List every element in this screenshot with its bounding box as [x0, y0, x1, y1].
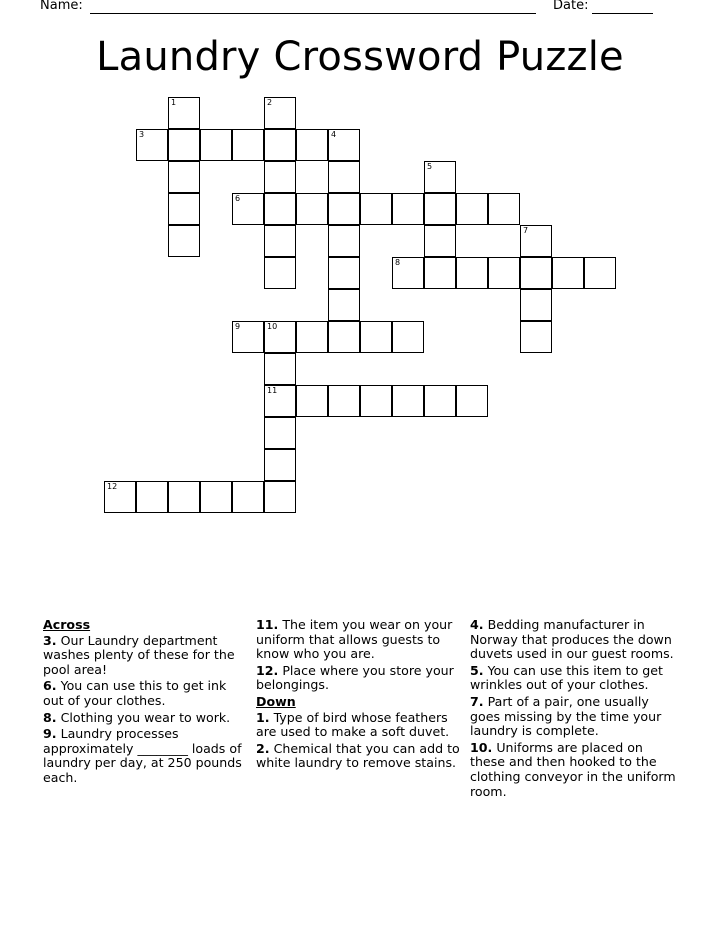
clue-number-label: 12	[107, 482, 118, 491]
clue-number-label: 8	[395, 258, 401, 267]
clue-number-label: 9	[235, 322, 241, 331]
grid-cell[interactable]	[104, 481, 136, 513]
grid-cell[interactable]	[168, 193, 200, 225]
grid-cell[interactable]	[200, 129, 232, 161]
grid-cell[interactable]	[392, 193, 424, 225]
grid-cell[interactable]	[136, 129, 168, 161]
grid-cell[interactable]	[488, 193, 520, 225]
grid-cell[interactable]	[264, 385, 296, 417]
across-heading: Across	[43, 617, 91, 632]
grid-cell[interactable]	[360, 193, 392, 225]
grid-cell[interactable]	[264, 353, 296, 385]
clue-down-10: 10. Uniforms are placed on these and then hooked to the clothing conveyor in the uniform room.	[470, 739, 676, 799]
grid-cell[interactable]	[424, 385, 456, 417]
grid-cell[interactable]	[328, 161, 360, 193]
date-label: Date:	[553, 0, 589, 13]
grid-cell[interactable]	[264, 97, 296, 129]
clue-down-4: 4. Bedding manufacturer in Norway that produces the down duvets used in our guest rooms.	[470, 617, 674, 662]
grid-cell[interactable]	[392, 321, 424, 353]
grid-cell[interactable]	[552, 257, 584, 289]
grid-cell[interactable]	[520, 225, 552, 257]
grid-cell[interactable]	[328, 193, 360, 225]
grid-cell[interactable]	[424, 225, 456, 257]
grid-cell[interactable]	[392, 257, 424, 289]
page-title: Laundry Crossword Puzzle	[96, 34, 624, 80]
grid-cell[interactable]	[520, 257, 552, 289]
grid-cell[interactable]	[296, 385, 328, 417]
grid-cell[interactable]	[264, 481, 296, 513]
clue-number-label: 4	[331, 130, 337, 139]
grid-cell[interactable]	[200, 481, 232, 513]
grid-cell[interactable]	[488, 257, 520, 289]
clue-down-1: 1. Type of bird whose feathers are used to make a soft duvet.	[256, 709, 450, 740]
grid-cell[interactable]	[264, 449, 296, 481]
grid-cell[interactable]	[264, 129, 296, 161]
clue-number-label: 7	[523, 226, 529, 235]
clue-across-6: 6. You can use this to get ink out of your clothes.	[43, 678, 227, 708]
grid-cell[interactable]	[456, 385, 488, 417]
clues-column-2	[256, 618, 462, 773]
grid-cell[interactable]	[328, 289, 360, 321]
grid-cell[interactable]	[520, 321, 552, 353]
clue-down-5: 5. You can use this item to get wrinkles out of your clothes.	[470, 662, 663, 693]
grid-cell[interactable]	[328, 321, 360, 353]
grid-cell[interactable]	[520, 289, 552, 321]
grid-cell[interactable]	[296, 321, 328, 353]
clue-across-9: 9. Laundry processes approximately ________ loads of laundry per day, at 250 pounds each.	[43, 726, 242, 785]
grid-cell[interactable]	[456, 257, 488, 289]
grid-cell[interactable]	[168, 481, 200, 513]
grid-cell[interactable]	[584, 257, 616, 289]
grid-cell[interactable]	[264, 321, 296, 353]
grid-cell[interactable]	[232, 481, 264, 513]
grid-cell[interactable]	[424, 193, 456, 225]
grid-cell[interactable]	[296, 193, 328, 225]
grid-cell[interactable]	[264, 161, 296, 193]
grid-cell[interactable]	[424, 257, 456, 289]
name-label: Name:	[40, 0, 83, 13]
clue-number-label: 5	[427, 162, 433, 171]
clues-column-1	[43, 618, 248, 788]
grid-cell[interactable]	[360, 321, 392, 353]
clue-down-7: 7. Part of a pair, one usually goes missing by the time your laundry is complete.	[470, 693, 662, 739]
grid-cell[interactable]	[424, 161, 456, 193]
clue-number-label: 11	[267, 386, 278, 395]
grid-cell[interactable]	[328, 257, 360, 289]
down-heading: Down	[256, 693, 296, 709]
grid-cell[interactable]	[232, 193, 264, 225]
clue-across-12: 12. Place where you store your belongings.	[256, 662, 454, 693]
grid-cell[interactable]	[328, 385, 360, 417]
clue-number-label: 6	[235, 194, 241, 203]
clue-number-label: 2	[267, 98, 273, 107]
grid-cell[interactable]	[328, 129, 360, 161]
grid-cell[interactable]	[232, 321, 264, 353]
grid-cell[interactable]	[168, 97, 200, 129]
grid-cell[interactable]	[296, 129, 328, 161]
grid-cell[interactable]	[328, 225, 360, 257]
clue-across-3: 3. Our Laundry department washes plenty of these for the pool area!	[43, 632, 235, 677]
grid-cell[interactable]	[264, 225, 296, 257]
grid-cell[interactable]	[168, 161, 200, 193]
grid-cell[interactable]	[168, 225, 200, 257]
clue-number-label: 10	[267, 322, 278, 331]
grid-cell[interactable]	[456, 193, 488, 225]
grid-cell[interactable]	[264, 417, 296, 449]
grid-cell[interactable]	[168, 129, 200, 161]
clue-down-2: 2. Chemical that you can add to white laundry to remove stains.	[256, 740, 460, 771]
grid-cell[interactable]	[232, 129, 264, 161]
grid-cell[interactable]	[264, 257, 296, 289]
clue-number-label: 1	[171, 98, 177, 107]
grid-cell[interactable]	[264, 193, 296, 225]
grid-cell[interactable]	[136, 481, 168, 513]
grid-cell[interactable]	[360, 385, 392, 417]
clue-number-label: 3	[139, 130, 145, 139]
clues-column-3	[470, 618, 680, 801]
grid-cell[interactable]	[392, 385, 424, 417]
clue-across-11: 11. The item you wear on your uniform that allows guests to know who you are.	[256, 617, 453, 662]
clue-across-8: 8. Clothing you wear to work.	[43, 709, 231, 725]
